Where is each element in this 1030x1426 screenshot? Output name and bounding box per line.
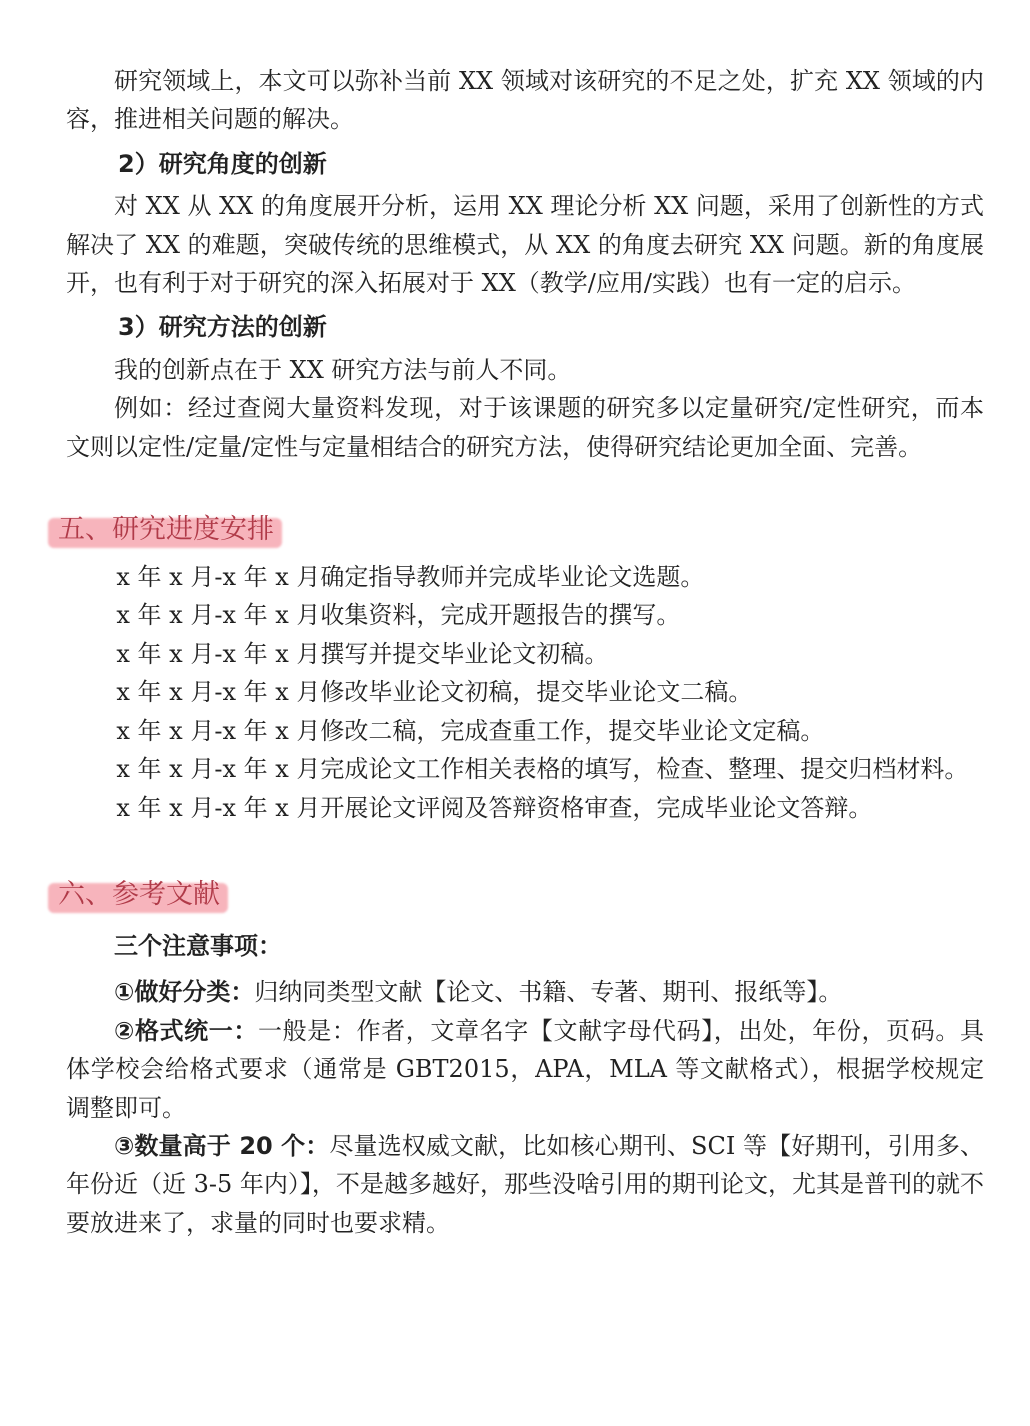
schedule-item: x 年 x 月-x 年 x 月完成论文工作相关表格的填写，检查、整理、提交归档材料。: [116, 755, 969, 784]
schedule-item: x 年 x 月-x 年 x 月修改二稿，完成查重工作，提交毕业论文定稿。: [116, 716, 825, 745]
reference-note-2: [66, 1012, 984, 1127]
research-angle-paragraph: 对 XX 从 XX 的角度展开分析，运用 XX 理论分析 XX 问题，采用了创新性的方式解决了 XX 的难题，突破传统的思维模式，从 XX 的角度去研究 XX 问题。新的角度展开，也有利于对于研究的深入拓展对于 XX（教学/应用/实践）也有一定的启示。: [66, 192, 984, 298]
references-notes-heading: 三个注意事项：: [114, 931, 282, 960]
section-title-schedule-text: 五、研究进度安排: [58, 514, 274, 546]
reference-note-3-lead: ③数量高于 20 个：: [114, 1131, 330, 1160]
schedule-item: x 年 x 月-x 年 x 月收集资料，完成开题报告的撰写。: [116, 601, 681, 630]
schedule-item: x 年 x 月-x 年 x 月确定指导教师并完成毕业论文选题。: [116, 563, 705, 592]
reference-note-1-lead: ①做好分类：: [114, 978, 255, 1007]
document-page: [58, 62, 985, 1242]
reference-note-3: [66, 1127, 984, 1242]
section-title-schedule: [56, 512, 276, 548]
subheading-research-angle: 2）研究角度的创新: [118, 149, 327, 178]
innovation-intro-paragraph: 研究领域上，本文可以弥补当前 XX 领域对该研究的不足之处，扩充 XX 领域的内容，推进相关问题的解决。: [66, 67, 984, 134]
section-title-references-text: 六、参考文献: [58, 878, 220, 910]
reference-note-3-text: 尽量选权威文献，比如核心期刊、SCI 等【好期刊，引用多、年份近（近 3-5 年内）】，不是越多越好，那些没啥引用的期刊论文，尤其是普刊的就不要放进来了，求量的同时也要求精。: [66, 1131, 984, 1237]
subheading-research-method: 3）研究方法的创新: [118, 313, 327, 342]
schedule-item: x 年 x 月-x 年 x 月撰写并提交毕业论文初稿。: [116, 639, 609, 668]
schedule-list: [66, 558, 984, 827]
research-method-paragraph-2: 例如：经过查阅大量资料发现，对于该课题的研究多以定量研究/定性研究，而本文则以定性/定量/定性与定量相结合的研究方法，使得研究结论更加全面、完善。: [66, 394, 984, 461]
section-title-references: [56, 877, 222, 913]
reference-note-1: [66, 973, 984, 1011]
reference-note-2-lead: ②格式统一：: [114, 1016, 259, 1045]
reference-note-1-text: 归纳同类型文献【论文、书籍、专著、期刊、报纸等】。: [254, 978, 843, 1007]
research-method-paragraph-1: 我的创新点在于 XX 研究方法与前人不同。: [114, 355, 572, 384]
reference-note-2-text: 一般是：作者，文章名字【文献字母代码】，出处，年份，页码。具体学校会给格式要求（通常是 GBT2015，APA，MLA 等文献格式），根据学校规定调整即可。: [66, 1016, 985, 1122]
schedule-item: x 年 x 月-x 年 x 月修改毕业论文初稿，提交毕业论文二稿。: [116, 678, 753, 707]
schedule-item: x 年 x 月-x 年 x 月开展论文评阅及答辩资格审查，完成毕业论文答辩。: [116, 793, 873, 822]
